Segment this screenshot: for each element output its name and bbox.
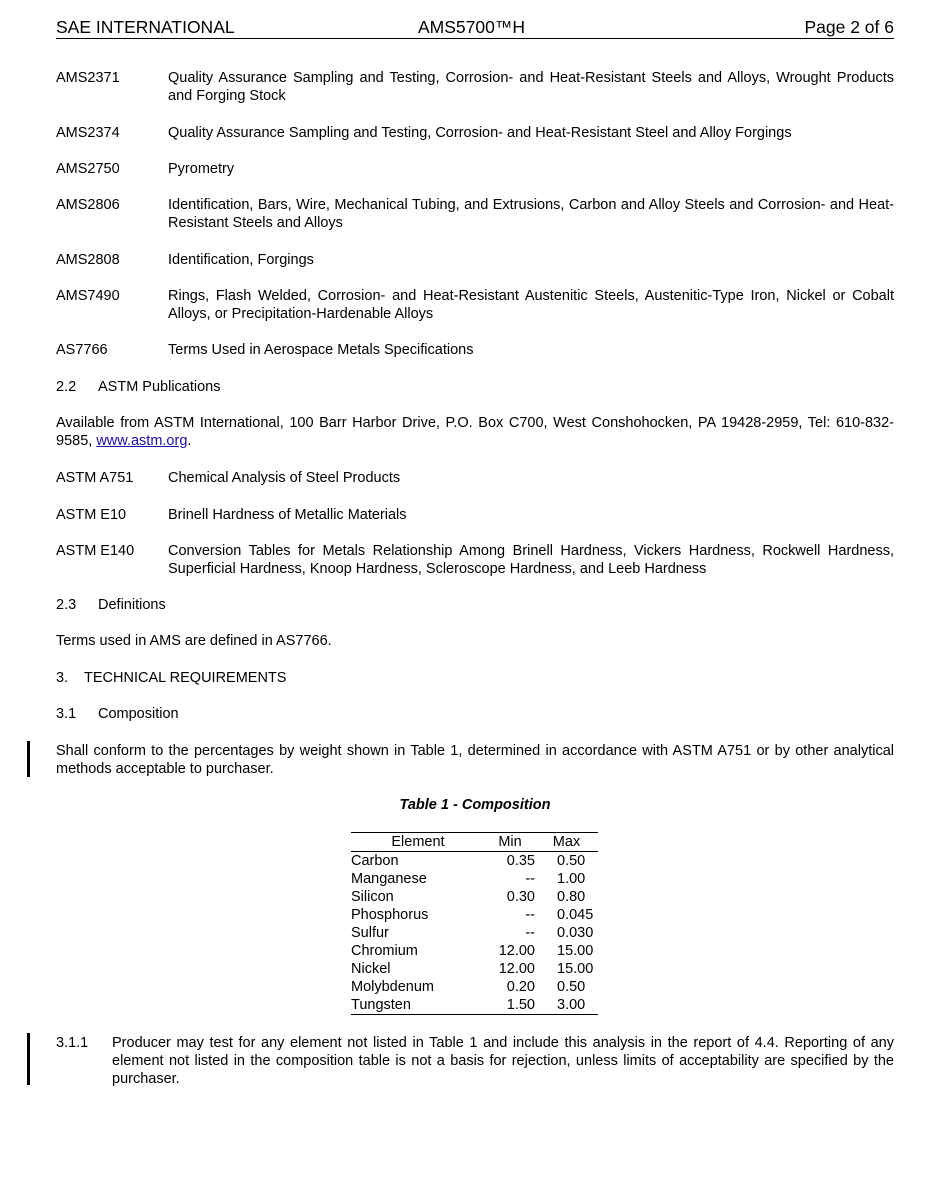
astm-website-link[interactable]: www.astm.org	[96, 433, 188, 449]
reference-entry	[56, 160, 894, 178]
reference-title: Quality Assurance Sampling and Testing, Corrosion- and Heat-Resistant Steel and Alloy Forgings	[168, 125, 792, 141]
max-cell: 0.80	[557, 889, 586, 905]
element-cell: Tungsten	[351, 996, 485, 1015]
composition-paragraph: Shall conform to the percentages by weight shown in Table 1, determined in accordance with ASTM A751 or by other analytical methods acceptable to purchaser.	[56, 743, 894, 777]
max-cell: 0.50	[557, 853, 586, 869]
reference-title: Identification, Bars, Wire, Mechanical Tubing, and Extrusions, Carbon and Alloy Steels and Corrosion- and Heat-Resistant Steels and Alloys	[168, 197, 894, 231]
element-cell: Silicon	[351, 889, 394, 905]
reference-title: Chemical Analysis of Steel Products	[168, 470, 401, 486]
section-number: 3.	[56, 670, 69, 686]
max-cell: 0.50	[557, 979, 586, 995]
table-header-row	[351, 833, 598, 852]
element-cell: Nickel	[351, 961, 391, 977]
reference-entry	[56, 469, 894, 487]
section-number: 2.2	[56, 379, 77, 395]
element-cell: Manganese	[351, 871, 427, 887]
min-cell: --	[525, 871, 535, 887]
astm-availability-text: Available from ASTM International, 100 Barr Harbor Drive, P.O. Box C700, West Conshohocken, PA 19428-2959, Tel: 610-832-9585,	[56, 415, 894, 449]
astm-availability-paragraph	[56, 414, 894, 450]
subsection-text: Producer may test for any element not listed in Table 1 and include this analysis in the report of 4.4. Reporting of any element not listed in the composition table is not a basis for rejection, unless limits of acceptability are specified by the purchaser.	[112, 1035, 894, 1087]
table-row	[351, 996, 598, 1015]
composition-table	[351, 832, 598, 1015]
reference-entry	[56, 542, 894, 578]
min-cell: 1.50	[485, 996, 535, 1015]
reference-title: Brinell Hardness of Metallic Materials	[168, 507, 407, 523]
section-title: Definitions	[98, 597, 166, 613]
reference-entry	[56, 196, 894, 232]
reference-code: ASTM E140	[56, 543, 135, 559]
revision-change-bar	[27, 1033, 30, 1085]
header-organization: SAE INTERNATIONAL	[56, 17, 235, 37]
max-cell: 15.00	[557, 943, 594, 959]
min-cell: 0.30	[506, 889, 535, 905]
min-cell: 12.00	[498, 961, 535, 977]
reference-entry	[56, 287, 894, 323]
table-title: Table 1 - Composition	[399, 797, 551, 813]
header-page-number: Page 2 of 6	[804, 17, 894, 37]
subsection-number: 3.1.1	[56, 1035, 89, 1051]
min-cell: 0.35	[506, 853, 535, 869]
definitions-paragraph: Terms used in AMS are defined in AS7766.	[56, 633, 332, 649]
max-cell: 15.00	[557, 961, 594, 977]
table-row	[351, 960, 598, 978]
reference-title: Quality Assurance Sampling and Testing, Corrosion- and Heat-Resistant Steels and Alloys, Wrought Products and Forging Stock	[168, 70, 894, 104]
reference-title: Conversion Tables for Metals Relationship Among Brinell Hardness, Vickers Hardness, Rockwell Hardness, Superficial Hardness, Knoop Hardness, Scleroscope Hardness, and Leeb Hardness	[168, 543, 894, 577]
reference-code: AMS2371	[56, 70, 120, 86]
section-heading-3-1	[56, 705, 894, 723]
astm-availability-end: .	[187, 433, 192, 449]
revision-change-bar	[27, 741, 30, 777]
section-heading-2-3	[56, 596, 894, 614]
reference-entry	[56, 251, 894, 269]
table-row	[351, 924, 598, 942]
section-title: ASTM Publications	[98, 379, 221, 395]
column-header-min: Min	[485, 833, 535, 852]
reference-code: AMS2374	[56, 125, 120, 141]
min-cell: 12.00	[498, 943, 535, 959]
reference-code: AS7766	[56, 342, 108, 358]
reference-entry	[56, 506, 894, 524]
reference-code: AMS2750	[56, 161, 120, 177]
reference-entry	[56, 341, 894, 359]
max-cell: 3.00	[535, 996, 598, 1015]
table-row	[351, 852, 598, 871]
reference-entry	[56, 124, 894, 142]
element-cell: Phosphorus	[351, 907, 429, 923]
table-row	[351, 888, 598, 906]
max-cell: 0.045	[557, 907, 594, 923]
reference-code: ASTM E10	[56, 507, 127, 523]
section-heading-2-2	[56, 378, 894, 396]
reference-title: Rings, Flash Welded, Corrosion- and Heat-Resistant Austenitic Steels, Austenitic-Type Iron, Nickel or Cobalt Alloys, or Precipitation-Hardenable Alloys	[168, 288, 894, 322]
reference-title: Terms Used in Aerospace Metals Specifications	[168, 342, 474, 358]
section-title: Composition	[98, 706, 179, 722]
table-row	[351, 978, 598, 996]
section-number: 3.1	[56, 706, 77, 722]
reference-code: AMS2806	[56, 197, 120, 213]
reference-code: ASTM A751	[56, 470, 134, 486]
element-cell: Carbon	[351, 853, 399, 869]
max-cell: 1.00	[557, 871, 586, 887]
min-cell: --	[525, 925, 535, 941]
min-cell: --	[525, 907, 535, 923]
reference-code: AMS7490	[56, 288, 120, 304]
column-header-max: Max	[535, 833, 598, 852]
section-heading-3	[56, 669, 894, 687]
table-row	[351, 942, 598, 960]
min-cell: 0.20	[506, 979, 535, 995]
table-row	[351, 906, 598, 924]
section-title: TECHNICAL REQUIREMENTS	[84, 670, 287, 686]
max-cell: 0.030	[557, 925, 594, 941]
element-cell: Sulfur	[351, 925, 389, 941]
subsection-3-1-1	[56, 1034, 894, 1088]
reference-title: Identification, Forgings	[168, 252, 314, 268]
section-number: 2.3	[56, 597, 77, 613]
reference-entry	[56, 69, 894, 105]
element-cell: Molybdenum	[351, 979, 435, 995]
page-header	[56, 16, 894, 39]
reference-code: AMS2808	[56, 252, 120, 268]
reference-title: Pyrometry	[168, 161, 235, 177]
table-row	[351, 870, 598, 888]
column-header-element: Element	[351, 833, 485, 852]
header-document-id: AMS5700™H	[418, 17, 525, 37]
element-cell: Chromium	[351, 943, 418, 959]
